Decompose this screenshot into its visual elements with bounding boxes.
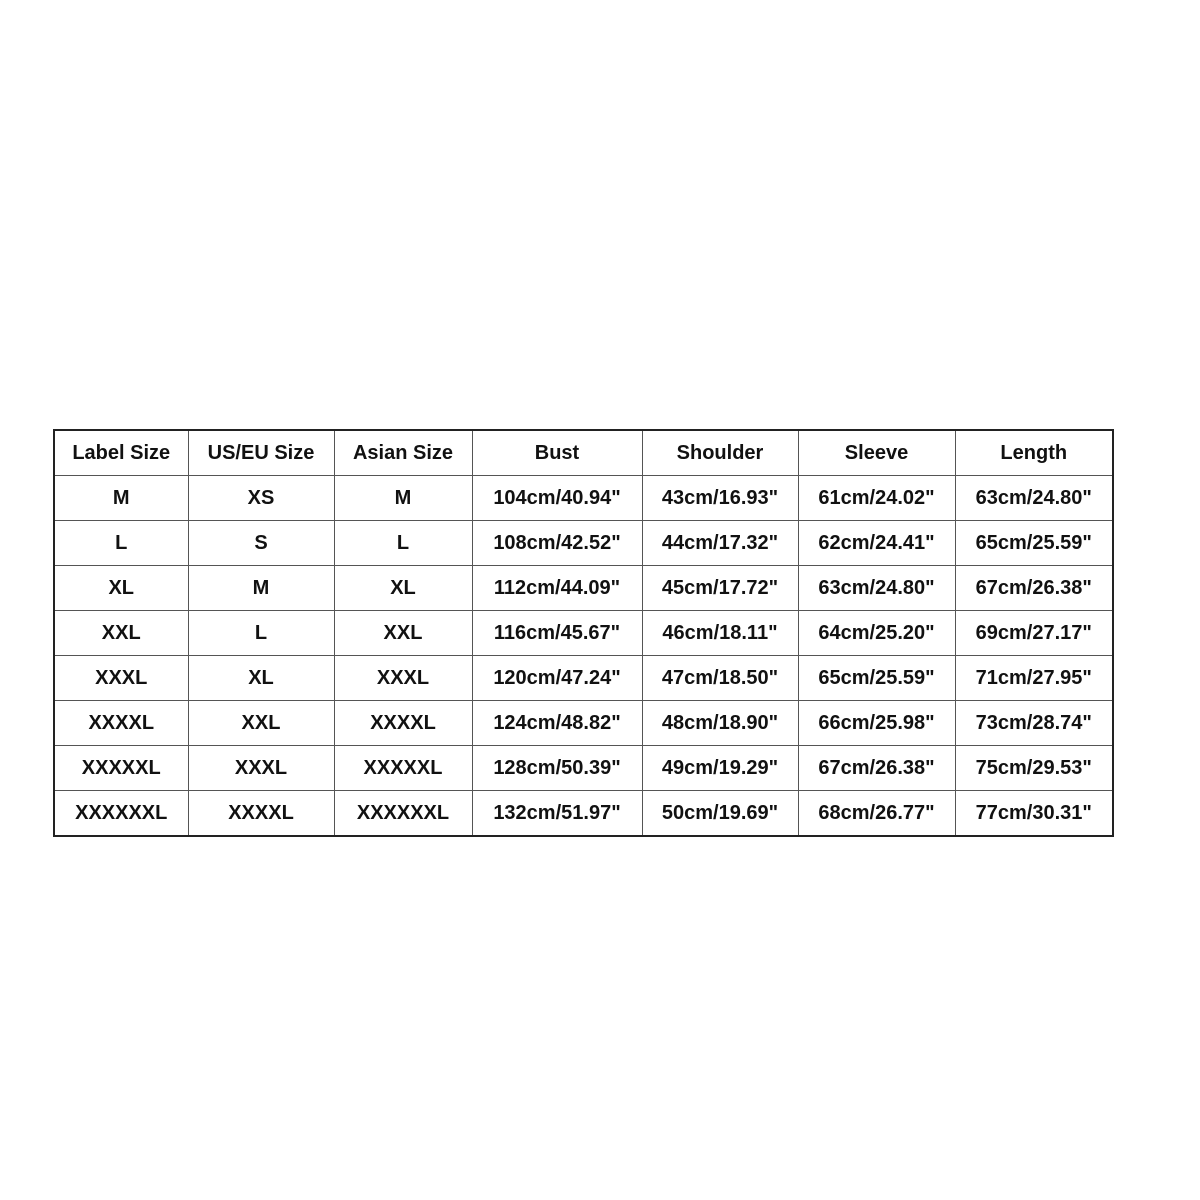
cell-asian-size: XXXXXXL xyxy=(334,791,472,837)
table-row xyxy=(54,746,1113,791)
cell-bust: 120cm/47.24" xyxy=(472,656,642,701)
cell-us-eu-size: M xyxy=(188,566,334,611)
cell-asian-size: XXXXXL xyxy=(334,746,472,791)
table-row xyxy=(54,566,1113,611)
cell-us-eu-size: XS xyxy=(188,476,334,521)
cell-label-size: M xyxy=(54,476,188,521)
cell-asian-size: XXXXL xyxy=(334,701,472,746)
cell-bust: 124cm/48.82" xyxy=(472,701,642,746)
header-bust: Bust xyxy=(472,430,642,476)
cell-bust: 104cm/40.94" xyxy=(472,476,642,521)
cell-bust: 116cm/45.67" xyxy=(472,611,642,656)
header-length: Length xyxy=(955,430,1113,476)
cell-length: 63cm/24.80" xyxy=(955,476,1113,521)
table-row xyxy=(54,701,1113,746)
header-label-size: Label Size xyxy=(54,430,188,476)
header-sleeve: Sleeve xyxy=(798,430,955,476)
cell-shoulder: 45cm/17.72" xyxy=(642,566,798,611)
cell-sleeve: 62cm/24.41" xyxy=(798,521,955,566)
cell-bust: 108cm/42.52" xyxy=(472,521,642,566)
cell-length: 65cm/25.59" xyxy=(955,521,1113,566)
header-asian-size: Asian Size xyxy=(334,430,472,476)
cell-sleeve: 61cm/24.02" xyxy=(798,476,955,521)
cell-us-eu-size: L xyxy=(188,611,334,656)
cell-sleeve: 66cm/25.98" xyxy=(798,701,955,746)
cell-sleeve: 65cm/25.59" xyxy=(798,656,955,701)
cell-bust: 128cm/50.39" xyxy=(472,746,642,791)
cell-label-size: XXXL xyxy=(54,656,188,701)
cell-label-size: XXXXXL xyxy=(54,746,188,791)
cell-shoulder: 46cm/18.11" xyxy=(642,611,798,656)
cell-asian-size: L xyxy=(334,521,472,566)
cell-sleeve: 64cm/25.20" xyxy=(798,611,955,656)
cell-sleeve: 67cm/26.38" xyxy=(798,746,955,791)
cell-sleeve: 63cm/24.80" xyxy=(798,566,955,611)
cell-shoulder: 49cm/19.29" xyxy=(642,746,798,791)
cell-length: 77cm/30.31" xyxy=(955,791,1113,837)
cell-label-size: XL xyxy=(54,566,188,611)
cell-label-size: XXL xyxy=(54,611,188,656)
cell-bust: 132cm/51.97" xyxy=(472,791,642,837)
cell-label-size: XXXXL xyxy=(54,701,188,746)
cell-sleeve: 68cm/26.77" xyxy=(798,791,955,837)
size-chart-table xyxy=(53,429,1114,837)
table-row xyxy=(54,521,1113,566)
cell-us-eu-size: XXXL xyxy=(188,746,334,791)
cell-shoulder: 48cm/18.90" xyxy=(642,701,798,746)
cell-bust: 112cm/44.09" xyxy=(472,566,642,611)
cell-us-eu-size: XXL xyxy=(188,701,334,746)
cell-length: 67cm/26.38" xyxy=(955,566,1113,611)
cell-label-size: L xyxy=(54,521,188,566)
cell-asian-size: XXXL xyxy=(334,656,472,701)
cell-us-eu-size: S xyxy=(188,521,334,566)
cell-shoulder: 50cm/19.69" xyxy=(642,791,798,837)
cell-us-eu-size: XL xyxy=(188,656,334,701)
table-row xyxy=(54,476,1113,521)
cell-length: 75cm/29.53" xyxy=(955,746,1113,791)
cell-asian-size: M xyxy=(334,476,472,521)
cell-length: 71cm/27.95" xyxy=(955,656,1113,701)
header-us-eu-size: US/EU Size xyxy=(188,430,334,476)
cell-shoulder: 44cm/17.32" xyxy=(642,521,798,566)
cell-length: 73cm/28.74" xyxy=(955,701,1113,746)
cell-shoulder: 43cm/16.93" xyxy=(642,476,798,521)
cell-asian-size: XL xyxy=(334,566,472,611)
table-header-row xyxy=(54,430,1113,476)
table-row xyxy=(54,611,1113,656)
cell-shoulder: 47cm/18.50" xyxy=(642,656,798,701)
cell-asian-size: XXL xyxy=(334,611,472,656)
table-row xyxy=(54,656,1113,701)
header-shoulder: Shoulder xyxy=(642,430,798,476)
cell-label-size: XXXXXXL xyxy=(54,791,188,837)
cell-length: 69cm/27.17" xyxy=(955,611,1113,656)
table-row xyxy=(54,791,1113,837)
cell-us-eu-size: XXXXL xyxy=(188,791,334,837)
